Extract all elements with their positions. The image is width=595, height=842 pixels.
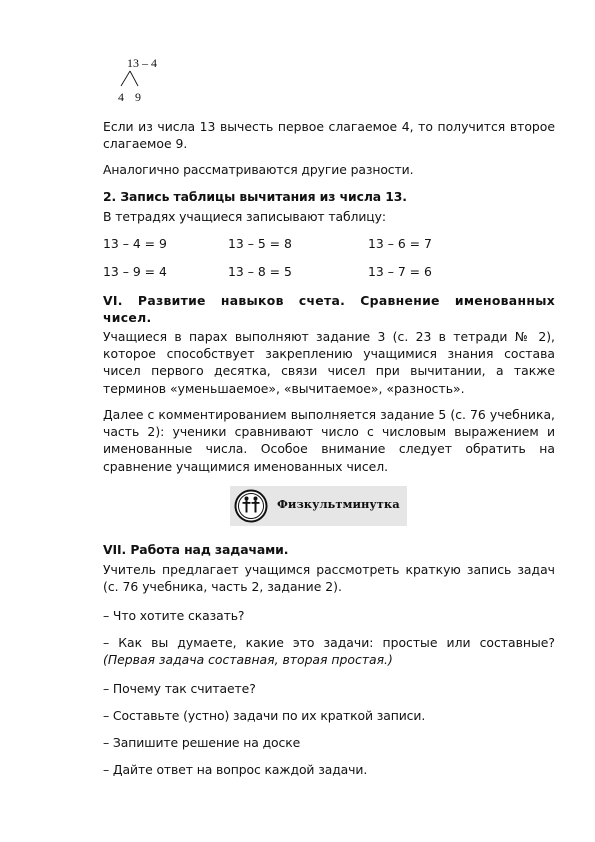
exercise-figures-icon <box>234 489 268 523</box>
table-cell: 13 – 7 = 6 <box>368 264 432 279</box>
section-6-heading: VI. Развитие навыков счета. Сравнение именованных чисел. <box>103 293 555 326</box>
exercise-break-banner <box>230 486 407 526</box>
question-3: – Почему так считаете? <box>103 681 256 696</box>
paragraph-similar: Аналогично рассматриваются другие разности. <box>103 162 414 177</box>
exercise-break-label: Физкультминутка <box>277 497 400 511</box>
section-7-heading: VII. Работа над задачами. <box>103 542 289 557</box>
question-2-text: – Как вы думаете, какие это задачи: простые или составные? <box>103 635 555 650</box>
section-6-paragraph-1: Учащиеся в парах выполняют задание 3 (с. 23 в тетради № 2), которое способствует закреплению учащимися знания состава чисел первого десятка, связи чисел при вычитании, а также терминов «уменьшаемое», «вычитаемое», «разность». <box>103 329 555 396</box>
question-4: – Составьте (устно) задачи по их краткой записи. <box>103 708 426 723</box>
question-1: – Что хотите сказать? <box>103 608 245 623</box>
table-cell: 13 – 9 = 4 <box>103 264 167 279</box>
diagram-right-number: 9 <box>135 90 141 104</box>
question-2-answer: (Первая задача составная, вторая простая.) <box>103 652 393 668</box>
diagram-left-number: 4 <box>118 90 124 104</box>
section-2-heading: 2. Запись таблицы вычитания из числа 13. <box>103 189 407 204</box>
table-cell: 13 – 6 = 7 <box>368 236 432 251</box>
diagram-expression: 13 – 4 <box>127 56 157 70</box>
section-2-intro: В тетрадях учащиеся записывают таблицу: <box>103 209 386 224</box>
paragraph-split-explanation: Если из числа 13 вычесть первое слагаемое 4, то получится второе слагаемое 9. <box>103 119 555 152</box>
question-5: – Запишите решение на доске <box>103 735 301 750</box>
question-2 <box>103 634 555 668</box>
section-7-intro: Учитель предлагает учащимся рассмотреть краткую запись задач (с. 76 учебника, часть 2, задание 2). <box>103 562 555 595</box>
table-cell: 13 – 5 = 8 <box>228 236 292 251</box>
question-6: – Дайте ответ на вопрос каждой задачи. <box>103 762 368 777</box>
split-lines <box>118 70 148 90</box>
table-cell: 13 – 4 = 9 <box>103 236 167 251</box>
section-6-paragraph-2: Далее с комментированием выполняется задание 5 (с. 76 учебника, часть 2): ученики сравнивают число с числовым выражением и именованные числа. Особое внимание следует обратить на сравнение учащимися именованных чисел. <box>103 407 555 474</box>
table-cell: 13 – 8 = 5 <box>228 264 292 279</box>
